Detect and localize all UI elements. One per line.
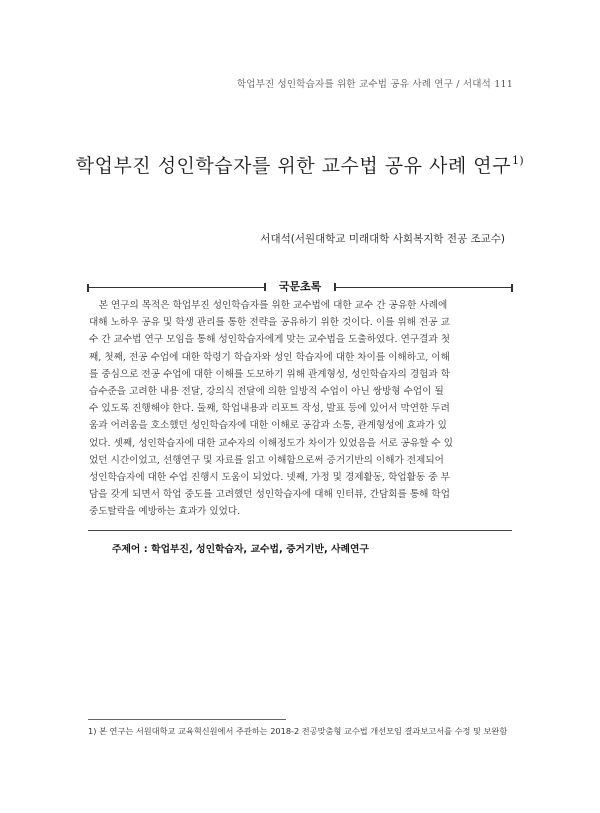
abstract-body	[89, 297, 511, 521]
abstract-line: 수 간 교수법 연구 모임을 통해 성인학습자에게 맞는 교수법을 도출하였다. 연구결과 첫	[89, 334, 450, 346]
paper-title-text: 학업부진 성인학습자를 위한 교수법 공유 사례 연구	[75, 155, 511, 177]
rule-end-mark-right	[511, 284, 513, 292]
abstract-line: 었던 시간이었고, 선행연구 및 자료를 읽고 이해함으로써 증거기반의 이해가 전제되어	[89, 454, 444, 466]
abstract-line: 수 있도록 진행해야 한다. 둘째, 학업내용과 리포트 작성, 발표 등에 있어서 막연한 두려	[89, 403, 450, 415]
keywords: 주제어 : 학업부진, 성인학습자, 교수법, 증거기반, 사례연구	[112, 544, 369, 555]
title-footnote-mark: 1)	[511, 154, 525, 167]
running-header: 학업부진 성인학습자를 위한 교수법 공유 사례 연구 / 서대석 111	[236, 79, 513, 90]
abstract-line: 본 연구의 목적은 학업부진 성인학습자를 위한 교수법에 대한 교수 간 공유한 사례에	[89, 300, 448, 311]
abstract-line: 대해 노하우 공유 및 학생 관리를 통한 전략을 공유하기 위한 것이다. 이를 위해 전공 교	[89, 317, 450, 329]
keywords-rule	[88, 530, 512, 531]
abstract-line: 움과 어려움을 호소했던 성인학습자에 대한 이해로 공감과 소통, 관계형성에 효과가 있	[89, 420, 447, 432]
footnote-rule	[88, 719, 286, 720]
abstract-label: 국문초록	[264, 279, 336, 295]
paper-title	[0, 151, 600, 178]
rule-end-mark-left	[87, 284, 89, 292]
abstract-line: 성인학습자에 대한 수업 진행시 도움이 되었다. 넷째, 가정 및 경제활동, 학업활동 중 부	[89, 472, 450, 484]
author-affiliation: 서대석(서원대학교 미래대학 사회복지학 전공 조교수)	[260, 233, 505, 245]
abstract-line: 중도탈락을 예방하는 효과가 있었다.	[89, 506, 241, 518]
abstract-line: 를 중심으로 전공 수업에 대한 이해를 도모하기 위해 관계형성, 성인학습자의 경험과 학	[89, 368, 450, 380]
abstract-line: 었다. 셋째, 성인학습자에 대한 교수자의 이해정도가 차이가 있었음을 서로 공유할 수 있	[89, 437, 454, 449]
abstract-line: 담을 갖게 되면서 학업 중도를 고려했던 성인학습자에 대해 인터뷰, 간담회를 통해 학업	[89, 489, 450, 501]
footnote: 1) 본 연구는 서원대학교 교육혁신원에서 주관하는 2018-2 전공맞춤형 교수법 개선모임 결과보고서를 수정 및 보완함	[88, 726, 508, 736]
abstract-line: 습수준을 고려한 내용 전달, 강의식 전달에 의한 일방적 수업이 아닌 쌍방형 수업이 될	[89, 386, 444, 398]
abstract-line: 째, 첫째, 전공 수업에 대한 학령기 학습자와 성인 학습자에 대한 차이를 이해하고, 이해	[89, 351, 450, 363]
